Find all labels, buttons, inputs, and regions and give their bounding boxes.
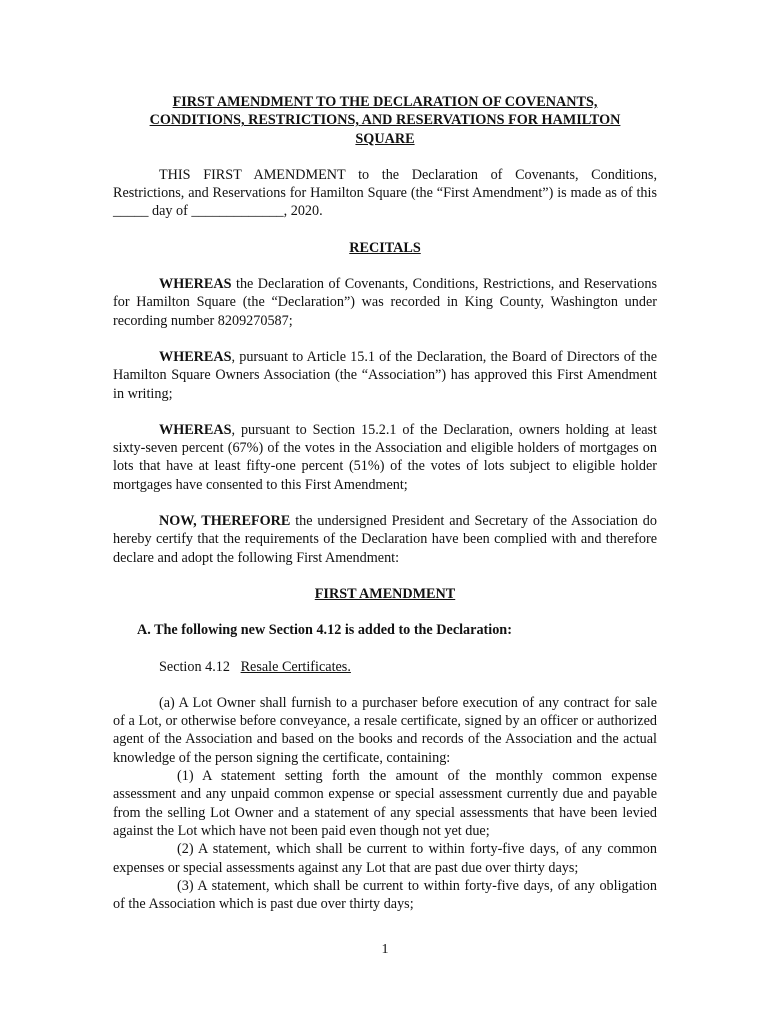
- intro-paragraph: THIS FIRST AMENDMENT to the Declaration of Covenants, Conditions, Restrictions, and Reservations for Hamilton Square (the “First Amendment”) is made as of this _____ day of _____________, 2020.: [113, 166, 657, 220]
- page-number: 1: [381, 942, 389, 957]
- list-item: (3) A statement, which shall be current to within forty-five days, of any obligation of the Association which is past due over thirty days;: [113, 877, 657, 913]
- recital-paragraph: WHEREAS, pursuant to Article 15.1 of the Declaration, the Board of Directors of the Hamilton Square Owners Association (the “Association”) has approved this First Amendment in writing;: [113, 348, 657, 402]
- title-line: SQUARE: [355, 130, 415, 147]
- document-body: [113, 93, 657, 913]
- section-title-line: Section 4.12 Resale Certificates.: [159, 658, 351, 675]
- recital-paragraph: WHEREAS, pursuant to Section 15.2.1 of the Declaration, owners holding at least sixty-seven percent (67%) of the votes in the Association and eligible holders of mortgages on lots that have at least fifty-one percent (51%) of the votes of lots subject to eligible holder mortgages have consented to this First Amendment;: [113, 421, 657, 493]
- recitals-heading: RECITALS: [349, 239, 421, 256]
- recital-paragraph: WHEREAS the Declaration of Covenants, Conditions, Restrictions, and Reservations for Hamilton Square (the “Declaration”) was recorded in King County, Washington under recording number 8209270587;: [113, 276, 657, 329]
- section-a-heading: A. The following new Section 4.12 is added to the Declaration:: [137, 622, 512, 639]
- list-item: (2) A statement, which shall be current to within forty-five days, of any common expenses or special assessments against any Lot that are past due over thirty days;: [113, 841, 657, 876]
- amendment-heading: FIRST AMENDMENT: [314, 585, 456, 602]
- list-item: (1) A statement setting forth the amount of the monthly common expense assessment and any unpaid common expense or special assessment currently due and payable from the selling Lot Owner and a statement of any special assessments that have been levied against the Lot which have not been paid even though not yet due;: [113, 768, 657, 839]
- paragraph-a: (a) A Lot Owner shall furnish to a purchaser before execution of any contract for sale of a Lot, or otherwise before conveyance, a resale certificate, signed by an officer or authorized agent of the Association and based on the books and records of the Association and the actual knowledge of the person signing the certificate, containing:: [113, 694, 657, 766]
- document-title: [113, 93, 657, 148]
- title-line: FIRST AMENDMENT TO THE DECLARATION OF COVENANTS,: [172, 94, 598, 110]
- recital-paragraph: NOW, THEREFORE the undersigned President and Secretary of the Association do hereby certify that the requirements of the Declaration have been complied with and therefore declare and adopt the following First Amendment:: [113, 513, 657, 566]
- title-line: CONDITIONS, RESTRICTIONS, AND RESERVATIONS FOR HAMILTON: [149, 112, 621, 129]
